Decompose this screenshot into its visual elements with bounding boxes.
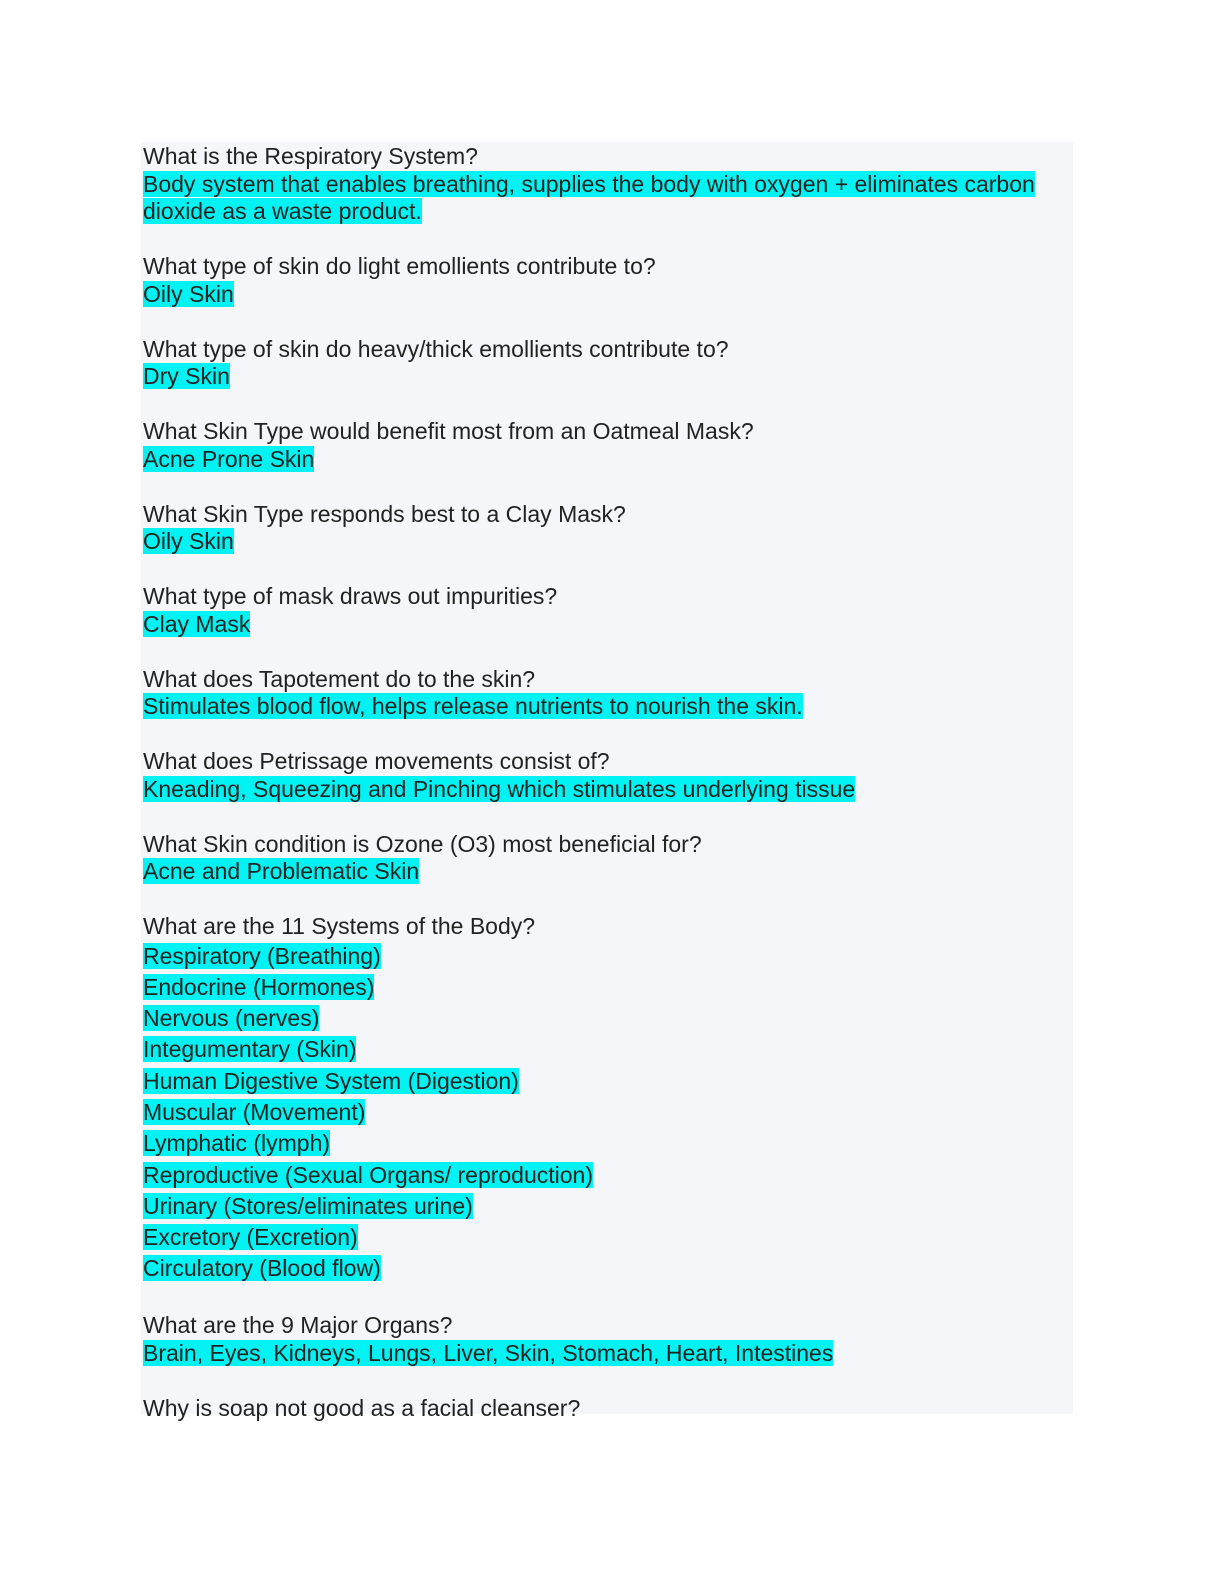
list-item	[143, 1066, 1071, 1097]
answer-highlight: Muscular (Movement)	[143, 1098, 366, 1125]
question: What type of mask draws out impurities?	[143, 583, 558, 609]
qa-block-respiratory	[143, 143, 1071, 226]
list-item	[143, 941, 1071, 972]
answer	[143, 363, 1071, 391]
list-item	[143, 1034, 1071, 1065]
answer	[143, 693, 1071, 721]
answer-highlight: Acne and Problematic Skin	[143, 858, 420, 884]
question: Why is soap not good as a facial cleanser?	[143, 1394, 581, 1421]
question: What is the Respiratory System?	[143, 143, 478, 169]
answer-highlight: Endocrine (Hormones)	[143, 973, 375, 1000]
question: What Skin Type would benefit most from an Oatmeal Mask?	[143, 418, 754, 444]
answer-highlight: Stimulates blood flow, helps release nutrients to nourish the skin.	[143, 693, 803, 719]
list-item	[143, 1128, 1071, 1159]
answer-highlight: Clay Mask	[143, 610, 251, 637]
qa-block-light-emollients	[143, 253, 1071, 308]
list-item	[143, 1097, 1071, 1128]
answer-highlight: Excretory (Excretion)	[143, 1224, 358, 1251]
answer-highlight: Nervous (nerves)	[143, 1005, 320, 1032]
question: What Skin Type responds best to a Clay Mask?	[143, 500, 626, 527]
list-item	[143, 1222, 1071, 1253]
answer-highlight: Kneading, Squeezing and Pinching which stimulates underlying tissue	[143, 775, 856, 802]
answer	[143, 171, 1071, 226]
answer	[143, 776, 1071, 804]
answer	[143, 281, 1071, 309]
answer-highlight: Acne Prone Skin	[143, 445, 315, 472]
answer-highlight: Reproductive (Sexual Organs/ reproduction)	[143, 1161, 594, 1188]
qa-block-ozone	[143, 831, 1071, 886]
question: What are the 9 Major Organs?	[143, 1312, 453, 1339]
question: What does Tapotement do to the skin?	[143, 665, 536, 692]
qa-block-clay-mask-skin	[143, 501, 1071, 556]
question: What type of skin do heavy/thick emollients contribute to?	[143, 335, 729, 362]
answer-highlight: Brain, Eyes, Kidneys, Lungs, Liver, Skin, Stomach, Heart, Intestines	[143, 1339, 834, 1366]
answer	[143, 611, 1071, 639]
answer-highlight: Oily Skin	[143, 528, 234, 554]
qa-block-tapotement	[143, 666, 1071, 721]
answer-highlight: Body system that enables breathing, supplies the body with oxygen + eliminates carbon dioxide as a waste product.	[143, 170, 1035, 224]
answer-highlight: Dry Skin	[143, 363, 230, 389]
answer-highlight: Respiratory (Breathing)	[143, 942, 381, 969]
answer	[143, 528, 1071, 556]
qa-block-oatmeal-mask	[143, 418, 1071, 473]
answer-highlight: Lymphatic (lymph)	[143, 1130, 331, 1157]
question: What are the 11 Systems of the Body?	[143, 913, 536, 939]
list-item	[143, 1253, 1071, 1284]
answer	[143, 858, 1071, 886]
list-item	[143, 972, 1071, 1003]
qa-block-soap	[143, 1395, 1071, 1423]
answer-highlight: Integumentary (Skin)	[143, 1036, 357, 1063]
list-item	[143, 1003, 1071, 1034]
answer	[143, 1340, 1071, 1368]
list-item	[143, 1191, 1071, 1222]
list-item	[143, 1160, 1071, 1191]
question: What type of skin do light emollients contribute to?	[143, 253, 656, 279]
answer-highlight: Oily Skin	[143, 280, 234, 307]
question: What does Petrissage movements consist of?	[143, 748, 610, 774]
qa-block-body-systems	[143, 913, 1071, 1285]
answer-highlight: Circulatory (Blood flow)	[143, 1255, 381, 1282]
answer-highlight: Human Digestive System (Digestion)	[143, 1067, 519, 1094]
document-content	[143, 143, 1071, 1450]
qa-block-petrissage	[143, 748, 1071, 803]
answer	[143, 446, 1071, 474]
question: What Skin condition is Ozone (O3) most beneficial for?	[143, 830, 702, 857]
qa-block-heavy-emollients	[143, 336, 1071, 391]
qa-block-major-organs	[143, 1312, 1071, 1367]
qa-block-impurities	[143, 583, 1071, 638]
answer-highlight: Urinary (Stores/eliminates urine)	[143, 1192, 473, 1219]
